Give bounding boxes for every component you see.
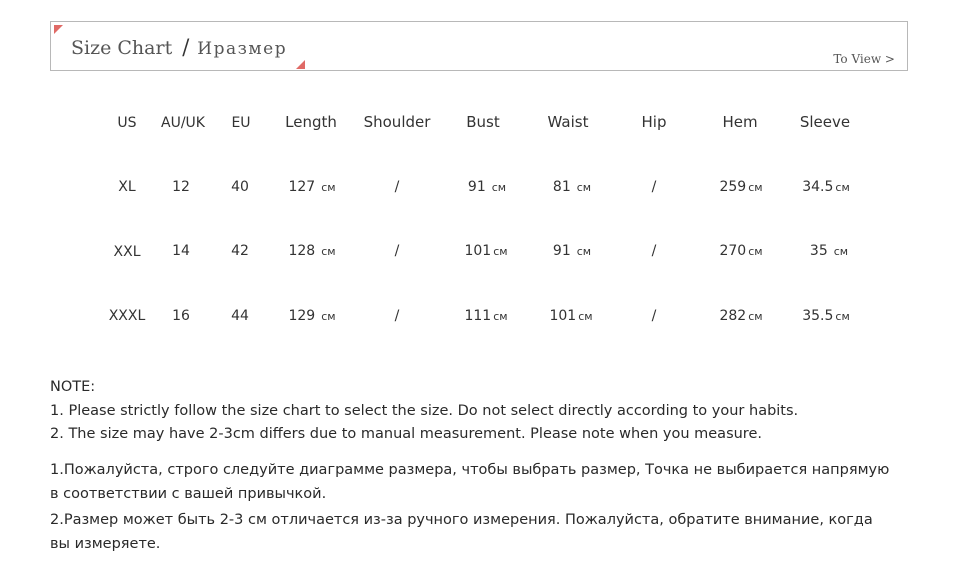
title-russian: Иразмер bbox=[197, 39, 288, 59]
notes-russian bbox=[50, 459, 890, 559]
table-cell-waist bbox=[553, 243, 591, 259]
column-header-hip: Hip bbox=[641, 113, 667, 131]
unit-label: см bbox=[321, 310, 336, 323]
unit-label: см bbox=[833, 245, 849, 258]
table-cell-shoulder: / bbox=[394, 179, 400, 195]
column-header-bust: Bust bbox=[466, 113, 500, 131]
column-header-eu: EU bbox=[231, 115, 251, 131]
table-cell-us: XL bbox=[118, 179, 136, 195]
table-cell-hip: / bbox=[651, 243, 657, 259]
table-cell-waist bbox=[553, 179, 591, 195]
table-cell-hem bbox=[719, 308, 762, 324]
title-english: Size Chart bbox=[71, 37, 173, 59]
column-header-hem: Hem bbox=[722, 113, 758, 131]
table-cell-length bbox=[288, 243, 335, 259]
table-cell-bust bbox=[464, 308, 507, 324]
table-cell-shoulder: / bbox=[394, 243, 400, 259]
ru-note-line-1: 1.Пожалуйста, строго следуйте диаграмме размера, чтобы выбрать размер, Точка не выбирается напрямую в соответствии с вашей привычкой. bbox=[50, 462, 890, 502]
table-cell-eu: 42 bbox=[231, 243, 249, 259]
table-cell-sleeve bbox=[802, 179, 850, 195]
table-cell-au-uk: 16 bbox=[172, 308, 190, 324]
waist-value: 91 bbox=[552, 243, 571, 259]
table-cell-hip: / bbox=[651, 179, 657, 195]
sleeve-value: 34.5 bbox=[802, 179, 834, 195]
length-value: 127 bbox=[288, 179, 316, 195]
title-separator: / bbox=[182, 35, 190, 59]
notes-english bbox=[50, 376, 930, 447]
bust-value: 111 bbox=[464, 308, 492, 324]
sleeve-value: 35.5 bbox=[802, 308, 834, 324]
unit-label: см bbox=[493, 310, 508, 323]
table-cell-us: XXXL bbox=[108, 308, 146, 324]
unit-label: см bbox=[835, 310, 850, 323]
note-line-2: 2. The size may have 2-3cm differs due to manual measurement. Please note when you measure. bbox=[50, 426, 762, 442]
column-header-au-uk: AU/UK bbox=[161, 115, 205, 131]
unit-label: см bbox=[748, 310, 763, 323]
table-cell-au-uk: 12 bbox=[172, 179, 190, 195]
unit-label: см bbox=[576, 181, 592, 194]
table-cell-bust bbox=[468, 179, 506, 195]
table-cell-hem bbox=[719, 179, 762, 195]
table-cell-length bbox=[288, 179, 335, 195]
to-view-link[interactable]: To View > bbox=[833, 52, 895, 66]
table-cell-length bbox=[288, 308, 335, 324]
unit-label: см bbox=[321, 181, 336, 194]
hem-value: 282 bbox=[719, 308, 747, 324]
unit-label: см bbox=[576, 245, 592, 258]
table-cell-shoulder: / bbox=[394, 308, 400, 324]
unit-label: см bbox=[835, 181, 850, 194]
notes-heading: NOTE: bbox=[50, 379, 96, 395]
table-cell-eu: 40 bbox=[231, 179, 249, 195]
table-cell-sleeve bbox=[802, 308, 850, 324]
column-header-waist: Waist bbox=[547, 113, 589, 131]
table-cell-waist bbox=[549, 308, 592, 324]
unit-label: см bbox=[321, 245, 336, 258]
column-header-sleeve: Sleeve bbox=[799, 113, 851, 131]
unit-label: см bbox=[578, 310, 593, 323]
table-cell-au-uk: 14 bbox=[172, 243, 190, 259]
table-cell-hip: / bbox=[651, 308, 657, 324]
ru-note-line-2: 2.Размер может быть 2-3 см отличается из-за ручного измерения. Пожалуйста, обратите внимание, когда вы измеряете. bbox=[50, 512, 873, 552]
bust-value: 91 bbox=[467, 179, 486, 195]
length-value: 129 bbox=[288, 308, 316, 324]
column-header-us: US bbox=[117, 115, 137, 131]
hem-value: 270 bbox=[719, 243, 747, 259]
bust-value: 101 bbox=[464, 243, 492, 259]
column-header-shoulder: Shoulder bbox=[363, 113, 431, 131]
note-line-1: 1. Please strictly follow the size chart to select the size. Do not select directly according to your habits. bbox=[50, 402, 799, 419]
table-cell-eu: 44 bbox=[231, 308, 249, 324]
table-cell-hem bbox=[719, 243, 762, 259]
column-header-length: Length bbox=[285, 113, 337, 131]
waist-value: 101 bbox=[549, 308, 577, 324]
unit-label: см bbox=[491, 181, 507, 194]
hem-value: 259 bbox=[719, 179, 747, 195]
unit-label: см bbox=[493, 245, 508, 258]
unit-label: см bbox=[748, 181, 763, 194]
table-cell-sleeve bbox=[810, 243, 848, 259]
waist-value: 81 bbox=[552, 179, 571, 195]
table-cell-us: XXL bbox=[113, 244, 141, 260]
unit-label: см bbox=[748, 245, 763, 258]
length-value: 128 bbox=[288, 243, 316, 259]
sleeve-value: 35 bbox=[809, 243, 828, 259]
table-cell-bust bbox=[464, 243, 507, 259]
